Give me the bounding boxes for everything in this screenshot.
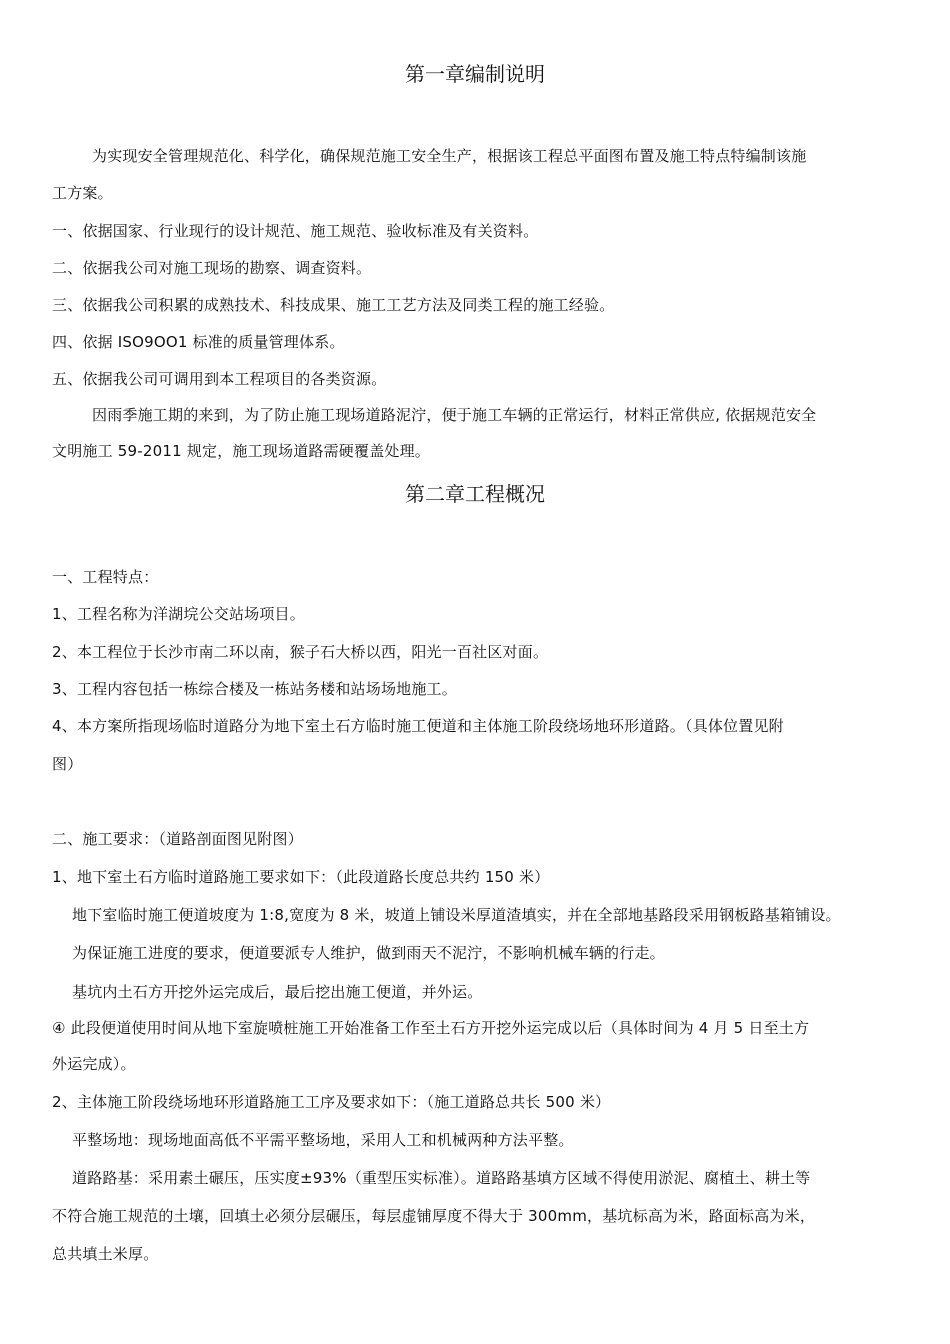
basis-item: 四、依据 ISO9OO1 标准的质量管理体系。: [52, 333, 345, 351]
basis-item: 一、依据国家、行业现行的设计规范、施工规范、验收标准及有关资料。: [52, 222, 539, 240]
subsection-heading: 1、地下室土石方临时道路施工要求如下：（此段道路长度总共约 150 米）: [52, 868, 550, 886]
feature-item: 2、本工程位于长沙市南二环以南，猴子石大桥以西，阳光一百社区对面。: [52, 643, 549, 661]
requirement-item: 平整场地：现场地面高低不平需平整场地，采用人工和机械两种方法平整。: [72, 1131, 574, 1149]
section-heading: 二、施工要求：（道路剖面图见附图）: [52, 830, 303, 848]
feature-item: 4、本方案所指现场临时道路分为地下室土石方临时施工便道和主体施工阶段绕场地环形道路。（具体位置见附: [52, 717, 784, 735]
requirement-item: 基坑内土石方开挖外运完成后，最后挖出施工便道，并外运。: [72, 983, 483, 1001]
intro-paragraph-line: 工方案。: [52, 184, 113, 202]
requirement-item: 道路路基：采用素土碾压，压实度±93%（重型压实标准）。道路路基填方区域不得使用淤泥、腐植土、耕土等: [72, 1169, 811, 1187]
rain-paragraph-line: 文明施工 59-2011 规定，施工现场道路需硬覆盖处理。: [52, 442, 431, 460]
feature-item: 1、工程名称为洋湖垸公交站场项目。: [52, 605, 305, 623]
feature-item-continuation: 图）: [52, 755, 83, 773]
subsection-heading: 2、主体施工阶段绕场地环形道路施工工序及要求如下：（施工道路总共长 500 米）: [52, 1093, 611, 1111]
requirement-item-continuation: 外运完成）。: [52, 1055, 136, 1073]
basis-item: 二、依据我公司对施工现场的勘察、调查资料。: [52, 259, 372, 277]
requirement-item: 地下室临时施工便道坡度为 1:8,宽度为 8 米，坡道上铺设米厚道渣填实，并在全部地基路段采用钢板路基箱铺设。: [72, 906, 841, 924]
rain-paragraph-line: 因雨季施工期的来到，为了防止施工现场道路泥泞，便于施工车辆的正常运行，材料正常供应, 依据规范安全: [92, 406, 817, 424]
basis-item: 五、依据我公司可调用到本工程项目的各类资源。: [52, 370, 387, 388]
feature-item: 3、工程内容包括一栋综合楼及一栋站务楼和站场场地施工。: [52, 680, 457, 698]
chapter2-title: 第二章工程概况: [405, 482, 545, 506]
requirement-item-continuation: 不符合施工规范的土壤，回填土必须分层碾压，每层虚铺厚度不得大于 300mm，基坑标高为米，路面标高为米，: [52, 1207, 816, 1225]
basis-item: 三、依据我公司积累的成熟技术、科技成果、施工工艺方法及同类工程的施工经验。: [52, 296, 615, 314]
chapter1-title: 第一章编制说明: [405, 62, 545, 86]
requirement-item: ④ 此段便道使用时间从地下室旋喷桩施工开始准备工作至土石方开挖外运完成以后（具体时间为 4 月 5 日至土方: [52, 1019, 810, 1037]
requirement-item-continuation: 总共填土米厚。: [52, 1245, 159, 1263]
requirement-item: 为保证施工进度的要求，便道要派专人维护，做到雨天不泥泞，不影响机械车辆的行走。: [72, 944, 665, 962]
intro-paragraph-line: 为实现安全管理规范化、科学化，确保规范施工安全生产，根据该工程总平面图布置及施工特点特编制该施: [92, 147, 807, 165]
section-heading: 一、工程特点：: [52, 568, 159, 586]
